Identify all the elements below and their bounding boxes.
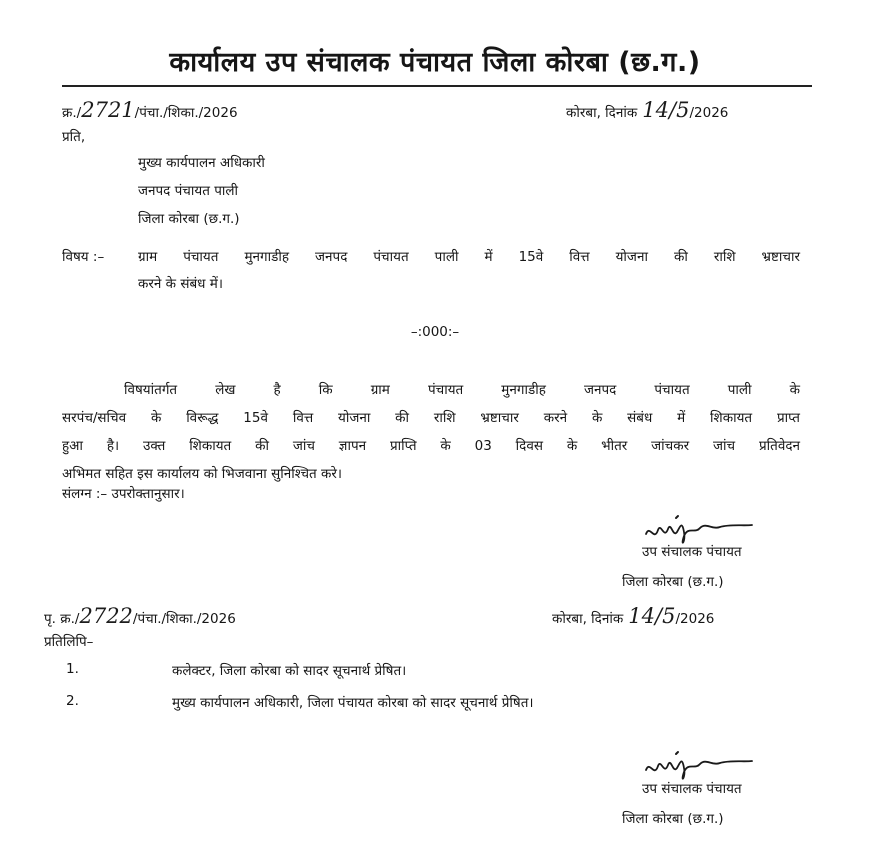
body-line: विषयांतर्गत लेख है कि ग्राम पंचायत मुनगाडीह जनपद पंचायत पाली के [124,382,800,398]
ref-prefix: क्र./ [62,105,82,121]
recipient-line: जिला कोरबा (छ.ग.) [138,211,240,227]
signatory-district: जिला कोरबा (छ.ग.) [622,574,724,590]
letter-date: कोरबा, दिनांक 14/5/2026 [566,98,729,122]
ref-number-handwritten: 2721 [81,98,135,122]
body-line: हुआ है। उक्त शिकायत की जांच ज्ञापन प्राप्ति के 03 दिवस के भीतर जांचकर जांच प्रतिवेदन [62,438,800,454]
subject-label: विषय :– [62,249,105,265]
signatory-title: उप संचालक पंचायत [642,544,742,560]
copy-signatory-district: जिला कोरबा (छ.ग.) [622,811,724,827]
copy-item-text: कलेक्टर, जिला कोरबा को सादर सूचनार्थ प्रेषित। [172,663,407,679]
copy-item-number: 1. [66,661,79,677]
ref-suffix: /पंचा./शिका./2026 [134,105,238,121]
office-title: कार्यालय उप संचालक पंचायत जिला कोरबा (छ.ग.) [169,47,701,78]
enclosure: संलग्न :– उपरोक्तानुसार। [62,486,185,502]
copy-place-date-label: कोरबा, दिनांक [552,611,624,627]
copy-reference [44,604,236,628]
copy-item-text: मुख्य कार्यपालन अधिकारी, जिला पंचायत कोरबा को सादर सूचनार्थ प्रेषित। [172,695,534,711]
copy-date-day-handwritten: 14 [628,604,656,628]
copy-date-month-handwritten: 5 [662,604,676,628]
copy-ref-prefix: पृ. क्र./ [44,611,80,627]
recipient-line: मुख्य कार्यपालन अधिकारी [138,155,265,171]
date-month-handwritten: 5 [676,98,690,122]
letter-reference [62,98,238,122]
subject-line: ग्राम पंचायत मुनगाडीह जनपद पंचायत पाली में 15वे वित्त योजना की राशि भ्रष्टाचार [138,249,800,265]
copy-signatory-title: उप संचालक पंचायत [642,781,742,797]
copy-ref-number-handwritten: 2722 [79,604,133,628]
to-label: प्रति, [62,129,86,145]
recipient-line: जनपद पंचायत पाली [138,183,239,199]
separator: –:000:– [410,324,460,340]
letter-body [62,376,800,488]
body-line: सरपंच/सचिव के विरूद्ध 15वे वित्त योजना की राशि भ्रष्टाचार करने के संबंध में शिकायत प्राप्त [62,410,800,426]
header-divider [62,85,812,87]
copy-date: कोरबा, दिनांक 14/5/2026 [552,604,715,628]
body-line: अभिमत सहित इस कार्यालय को भिजवाना सुनिश्चित करे। [62,466,343,482]
date-day-handwritten: 14 [642,98,670,122]
copy-item-number: 2. [66,693,79,709]
copy-ref-suffix: /पंचा./शिका./2026 [132,611,236,627]
place-date-label: कोरबा, दिनांक [566,105,638,121]
subject-line: करने के संबंध में। [138,276,223,292]
date-year: /2026 [689,105,729,121]
copy-label: प्रतिलिपि– [44,634,94,650]
copy-date-year: /2026 [675,611,715,627]
